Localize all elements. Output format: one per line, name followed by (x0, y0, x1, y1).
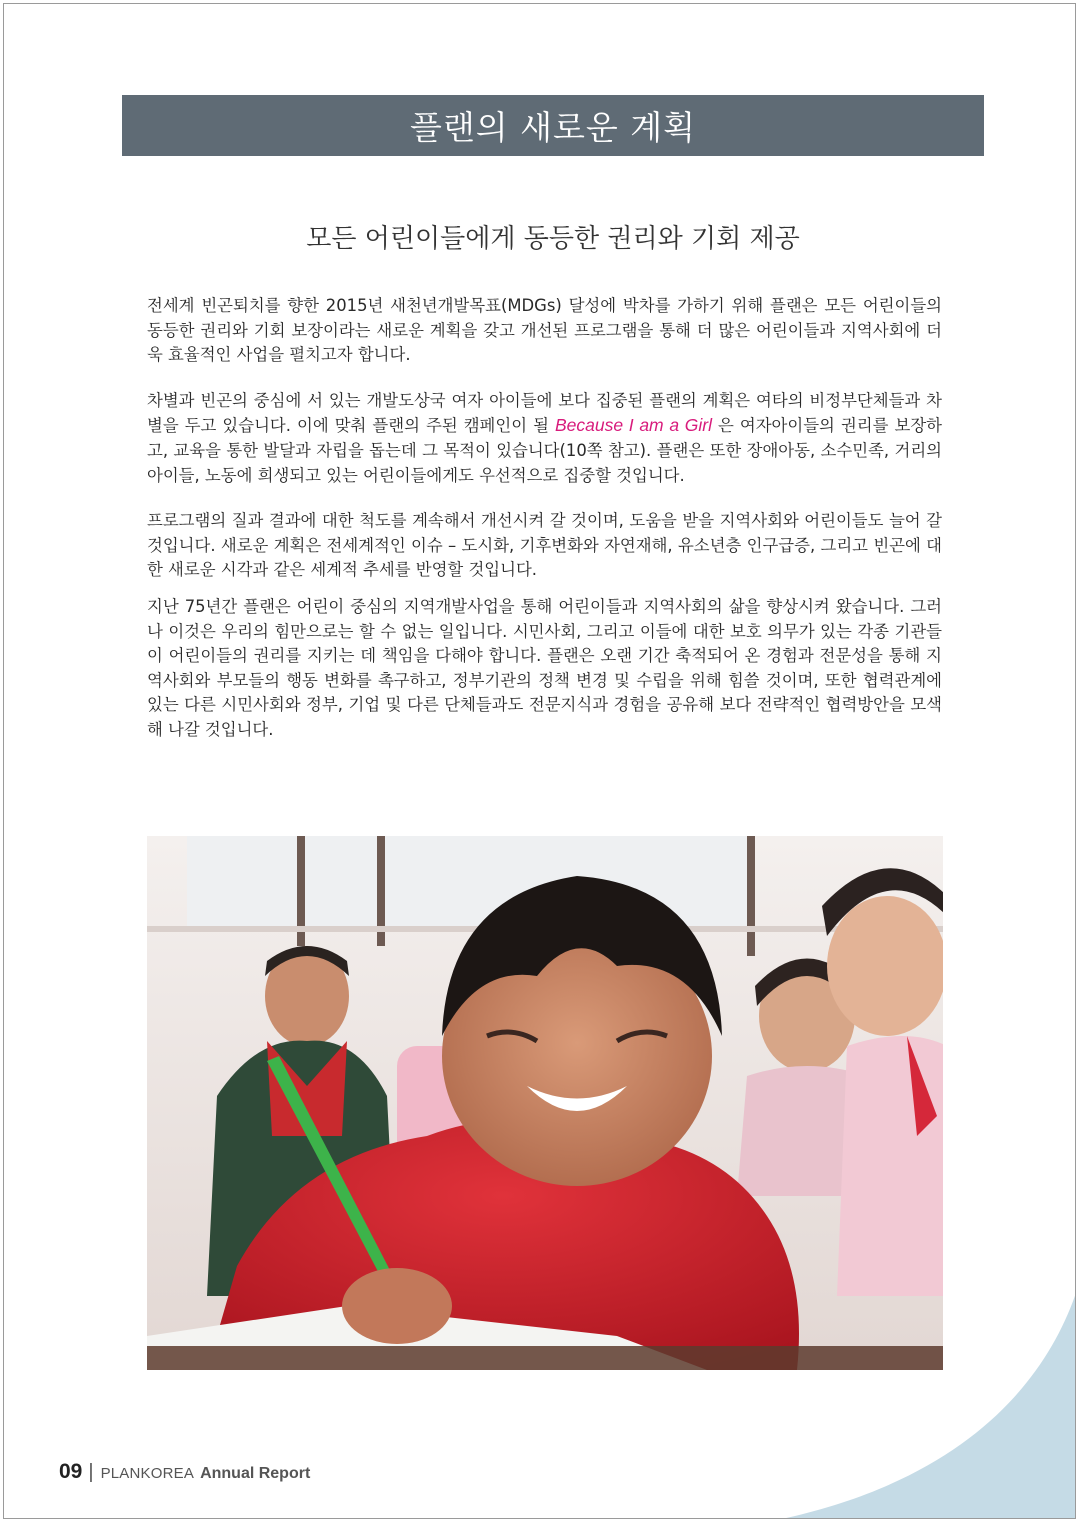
photo-illustration (147, 836, 943, 1370)
section-subtitle: 모든 어린이들에게 동등한 권리와 기회 제공 (306, 224, 800, 254)
page-number: 09 (59, 1460, 83, 1483)
page-frame (3, 3, 1076, 1519)
child-writing-photo (147, 836, 943, 1370)
footer-report-title: Annual Report (200, 1465, 311, 1482)
page-title: 플랜의 새로운 계획 (409, 108, 696, 147)
paragraph-2 (147, 389, 942, 488)
page-footer (59, 1460, 310, 1490)
paragraph-1: 전세계 빈곤퇴치를 향한 2015년 새천년개발목표(MDGs) 달성에 박차를 가하기 위해 플랜은 모든 어린이들의 동등한 권리와 기회 보장이라는 새로운 계획을 갖고 개선된 프로그램을 통해 더 많은 어린이들과 지역사회에 더욱 효율적인 사업을 펼치고자 합니다. (147, 296, 942, 365)
paragraph-3: 프로그램의 질과 결과에 대한 척도를 계속해서 개선시켜 갈 것이며, 도움을 받을 지역사회와 어린이들도 늘어 갈 것입니다. 새로운 계획은 전세계적인 이슈 – 도시화, 기후변화와 자연재해, 유소년층 인구급증, 그리고 빈곤에 대한 새로운 시각과 같은 세계적 추세를 반영할 것입니다. (147, 511, 942, 580)
paragraph-2-intro: 차별과 빈곤의 중심에 서 있는 개발도상국 여자 아이들에 보다 집중된 플랜의 계획은 여타의 비정부단체들과 차별을 두고 있습니다. 이에 맞춰 플랜의 주된 캠페인이 될 (147, 390, 942, 436)
body-text (147, 294, 942, 743)
footer-brand: PLANKOREA (100, 1465, 195, 1482)
paragraph-4: 지난 75년간 플랜은 어린이 중심의 지역개발사업을 통해 어린이들과 지역사회의 삶을 향상시켜 왔습니다. 그러나 이것은 우리의 힘만으로는 할 수 없는 일입니다. 시민사회, 그리고 이들에 대한 보호 의무가 있는 각종 기관들이 어린이들의 권리를 지키는 데 책임을 다해야 합니다. 플랜은 오랜 기간 축적되어 온 경험과 전문성을 통해 지역사회와 부모들의 행동 변화를 촉구하고, 정부기관의 정책 변경 및 수립을 위해 힘쓸 것이며, 또한 협력관계에 있는 다른 시민사회와 정부, 기업 및 다른 단체들과도 전문지식과 경험을 공유해 보다 전략적인 협력방안을 모색해 나갈 것입니다. (147, 596, 942, 739)
page-title-bar (122, 95, 984, 156)
campaign-name: Because I am a Girl (554, 415, 712, 436)
footer-separator: | (88, 1461, 94, 1483)
paragraph-2-rest: 은 여자아이들의 권리를 보장하고, 교육을 통한 발달과 자립을 돕는데 그 목적이 있습니다(10쪽 참고). 플랜은 또한 장애아동, 소수민족, 거리의 아이들, 노동에 희생되고 있는 어린이들에게도 우선적으로 집중할 것입니다. (147, 416, 942, 485)
